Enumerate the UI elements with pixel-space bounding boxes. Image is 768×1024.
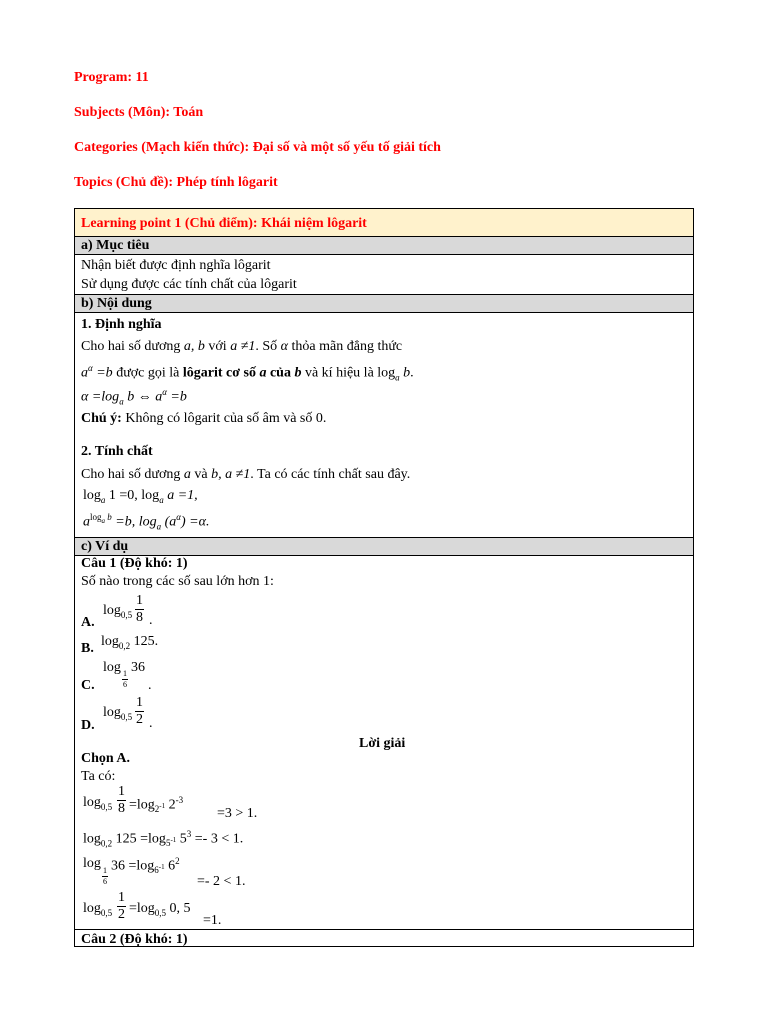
option-c-base-fraction: $\frac{1}{6}$ [123, 669, 127, 689]
solution-line-4-rest: $=\log_{0,5}$ 0, 5 [129, 901, 191, 918]
option-c-label: C. [81, 678, 95, 693]
option-c-end: . [148, 678, 152, 693]
definition-line-2: $a^\alpha =b$ được gọi là lôgarit cơ số a của b và kí hiệu là $\log_a b$. [81, 363, 414, 383]
solution-line-3-result: =- 2 < 1. [197, 874, 246, 889]
answer-choice: Chọn A. [81, 751, 131, 766]
objective-2: Sử dụng được các tính chất của lôgarit [81, 277, 297, 292]
section-c-title: c) Ví dụ [75, 537, 693, 556]
objective-1: Nhận biết được định nghĩa lôgarit [81, 258, 271, 273]
option-c-arg: 36 [131, 660, 145, 675]
definition-note: Chú ý: Không có lôgarit của số âm và số 0. [81, 411, 327, 426]
property-formula-1: $\log_a 1 =0$, $\log_a a =1$, [83, 488, 198, 505]
question-1-title: Câu 1 (Độ khó: 1) [81, 556, 188, 571]
option-b-log: $\log_{0,2} 125$. [101, 634, 159, 651]
definition-title: 1. Định nghĩa [81, 317, 162, 332]
option-a-label: A. [81, 615, 95, 630]
solution-title: Lời giải [359, 736, 406, 751]
property-formula-2: $a^{log_a b} =b$, $\log_a (a^\alpha) =\alpha$. [83, 512, 210, 532]
solution-line-4-result: =1. [203, 913, 222, 928]
solution-3-base-fraction: $\frac{1}{6}$ [103, 866, 107, 886]
solution-line-3: log [83, 856, 101, 871]
question-1-text: Số nào trong các số sau lớn hơn 1: [81, 574, 274, 589]
option-a-end: . [149, 613, 153, 628]
subjects-label: Subjects (Môn): Toán [74, 105, 204, 120]
solution-line-1: $\log_{0,5}$ [83, 795, 113, 812]
properties-title: 2. Tính chất [81, 444, 153, 459]
solution-line-2: $\log_{0,2} 125 =\log_{5^{-1}}$ $5^3 =- 3 < 1$. [83, 829, 244, 849]
option-c-log: log [103, 660, 121, 675]
question-2-title: Câu 2 (Độ khó: 1) [81, 932, 188, 947]
solution-line-3-rest: $36 =\log_{6^{-1}}$ $6^2$ [111, 856, 180, 876]
section-b-title: b) Nội dung [75, 294, 693, 313]
option-b-label: B. [81, 641, 94, 656]
learning-point-title: Learning point 1 (Chủ điểm): Khái niệm lôgarit [75, 209, 693, 237]
definition-formula: $\alpha =\log_a$ b ⇔ $a^\alpha =b$ [81, 387, 187, 407]
definition-line-1: Cho hai số dương a, b với a ≠1. Số α thỏa mãn đẳng thức [81, 339, 403, 354]
solution-line-4: $\log_{0,5}$ [83, 901, 113, 918]
option-d-end: . [149, 716, 153, 731]
solution-1-fraction: $\frac{1}{8}$ [118, 784, 125, 816]
solution-line-1-rest: $=\log_{2^{-1}}$ $2^{-3}$ [129, 795, 184, 815]
option-d-log: $\log_{0,5}$ [103, 705, 133, 722]
option-d-label: D. [81, 718, 95, 733]
question-divider [75, 929, 693, 930]
properties-line-1: Cho hai số dương a và b, a ≠1. Ta có các tính chất sau đây. [81, 467, 411, 482]
solution-4-fraction: $\frac{1}{2}$ [118, 890, 125, 922]
option-d-fraction: $\frac{1}{2}$ [136, 695, 143, 727]
categories-label: Categories (Mạch kiến thức): Đại số và một số yếu tố giải tích [74, 140, 441, 155]
topics-label: Topics (Chủ đề): Phép tính lôgarit [74, 175, 278, 190]
learning-point-table [74, 208, 694, 947]
we-have-label: Ta có: [81, 769, 116, 784]
option-a-log: $\log_{0,5}$ [103, 603, 133, 620]
option-a-fraction: $\frac{1}{8}$ [136, 593, 143, 625]
section-a-title: a) Mục tiêu [75, 236, 693, 255]
program-label: Program: 11 [74, 70, 149, 85]
solution-line-1-result: =3 > 1. [217, 806, 258, 821]
